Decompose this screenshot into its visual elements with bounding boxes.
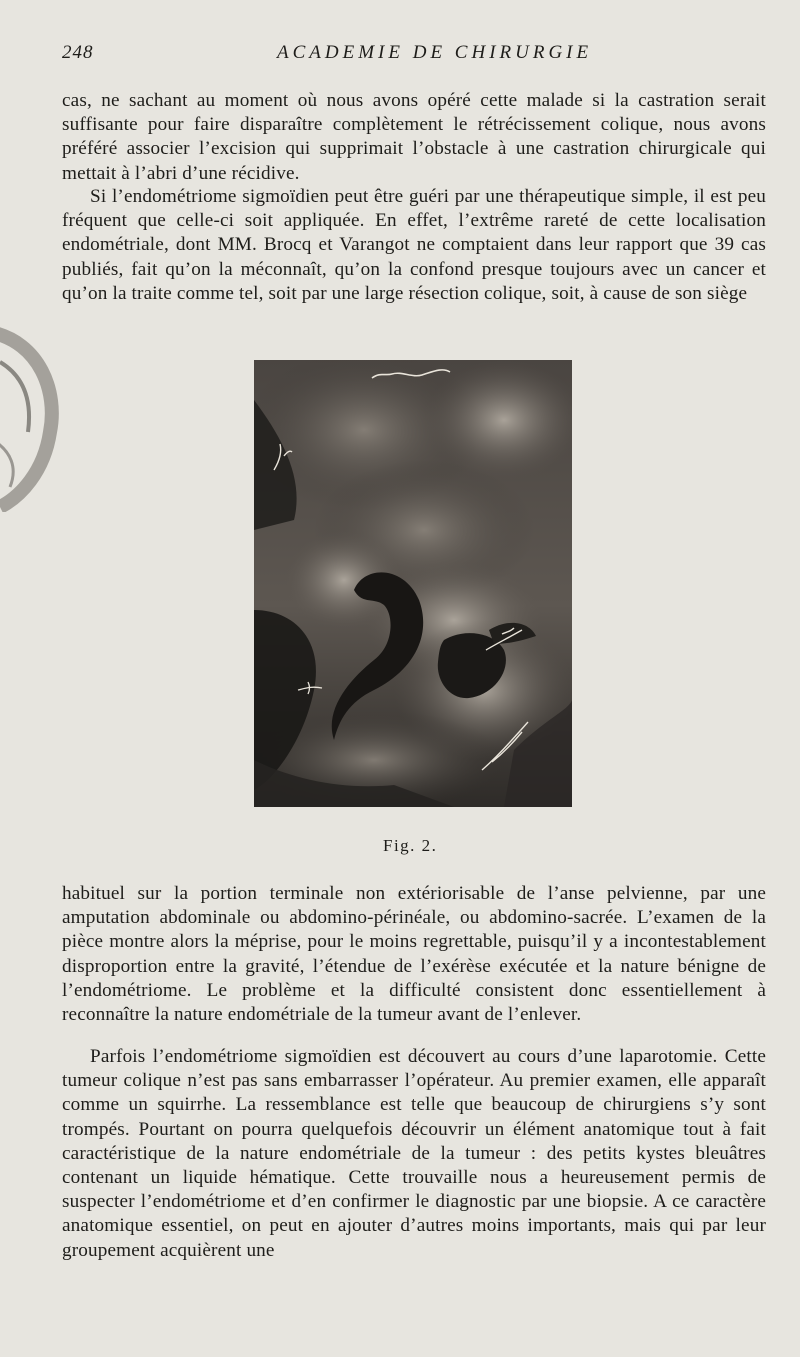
paragraph: Si l’endométriome sigmoïdien peut être guéri par une thérapeutique simple, il est peu fréquent que celle-ci soit appliquée. En effet, l’extrême rareté de cette localisation endométriale, dont MM. Brocq et Varangot ne comptaient dans leur rapport que 39 cas publiés, fait qu’on la méconnaît, qu’on la confond presque toujours avec un cancer et qu’on la traite comme tel, soit par une large résection colique, soit, à cause de son siège bbox=[62, 186, 766, 304]
page-header bbox=[62, 42, 764, 70]
barium-xray-image bbox=[254, 360, 572, 807]
running-title: ACADEMIE DE CHIRURGIE bbox=[277, 42, 593, 63]
paragraph: habituel sur la portion terminale non extériorisable de l’anse pelvienne, par une amputation abdominale ou abdomino-périnéale, ou abdomino-sacrée. L’examen de la pièce montre alors la méprise, pour le moins regrettable, puisqu’il y a incontestablement disproportion entre la gravité, l’étendue de l’exérèse exécutée et la nature bénigne de l’endométriome. Le problème et la difficulté consistent donc essentiellement à reconnaître la nature endométriale de la tumeur avant de l’enlever. bbox=[62, 883, 766, 1026]
paragraph: cas, ne sachant au moment où nous avons opéré cette malade si la castration serait suffisante pour faire disparaître complètement le rétrécissement colique, nous avons préféré associer l’excision qui supprimait l’obstacle à une castration chirurgicale qui mettait à l’abri d’une récidive. bbox=[62, 90, 766, 184]
figure-caption: Fig. 2. bbox=[383, 836, 438, 855]
page-number: 248 bbox=[62, 42, 94, 63]
library-stamp bbox=[0, 322, 60, 512]
paragraph: Parfois l’endométriome sigmoïdien est découvert au cours d’une laparotomie. Cette tumeur colique n’est pas sans embarrasser l’opérateur. Au premier examen, elle apparaît comme un squirrhe. La ressemblance est telle que beaucoup de chirurgiens s’y sont trompés. Pourtant on pourra quelquefois découvrir un élément anatomique tout à fait caractéristique de la nature endométriale de la tumeur : des petits kystes bleuâtres contenant un liquide hématique. Cette trouvaille nous a heureusement permis de suspecter l’endométriome et d’en confirmer le diagnostic par une biopsie. A ce caractère anatomique essentiel, on peut en ajouter d’autres moins importants, mais qui par leur groupement acquièrent une bbox=[62, 1046, 766, 1261]
radiograph-figure bbox=[254, 360, 572, 807]
